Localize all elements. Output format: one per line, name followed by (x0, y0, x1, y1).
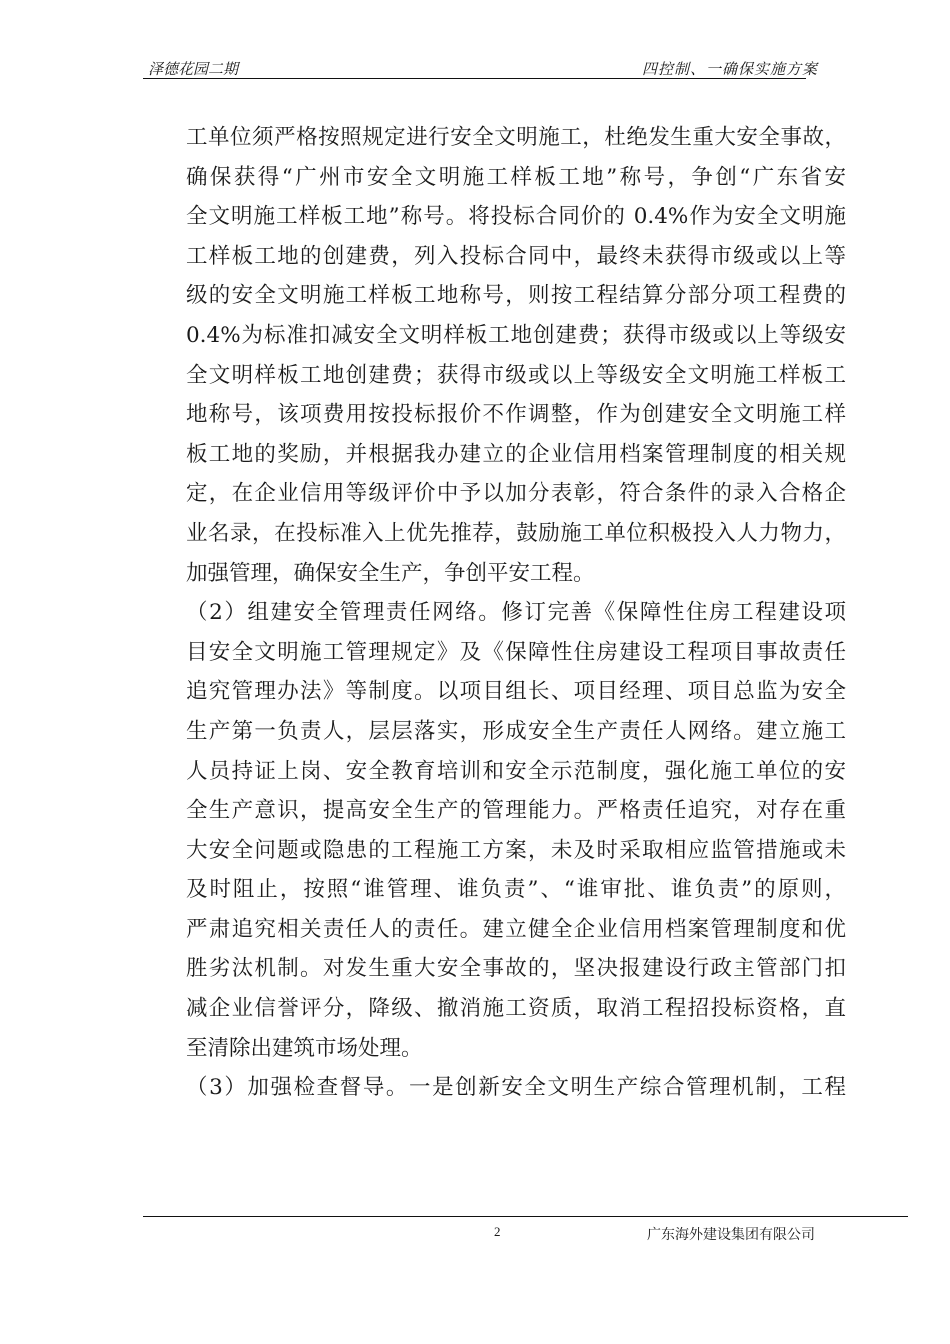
header-project-name: 泽德花园二期 (148, 60, 239, 78)
body-line: 全文明样板工地创建费；获得市级或以上等级安全文明施工样板工 (186, 362, 846, 388)
footer-company-name: 广东海外建设集团有限公司 (647, 1227, 815, 1243)
body-line: 业名录，在投标准入上优先推荐，鼓励施工单位积极投入人力物力， (186, 520, 846, 546)
body-line: 胜劣汰机制。对发生重大安全事故的，坚决报建设行政主管部门扣 (186, 956, 846, 982)
body-line: （2）组建安全管理责任网络。修订完善《保障性住房工程建设项 (186, 600, 846, 626)
footer-divider (143, 1216, 908, 1217)
body-line: （3）加强检查督导。一是创新安全文明生产综合管理机制，工程 (186, 1075, 846, 1101)
body-text (186, 118, 846, 1108)
body-line: 地称号，该项费用按投标报价不作调整，作为创建安全文明施工样 (186, 402, 846, 428)
page-number: 2 (494, 1224, 501, 1239)
body-line: 严肃追究相关责任人的责任。建立健全企业信用档案管理制度和优 (186, 916, 846, 942)
body-line: 人员持证上岗、安全教育培训和安全示范制度，强化施工单位的安 (186, 758, 846, 784)
body-line: 全生产意识，提高安全生产的管理能力。严格责任追究，对存在重 (186, 798, 846, 824)
body-line: 减企业信誉评分，降级、撤消施工资质，取消工程招投标资格，直 (186, 996, 846, 1022)
body-line: 0.4%为标准扣减安全文明样板工地创建费；获得市级或以上等级安 (186, 322, 846, 348)
body-line: 大安全问题或隐患的工程施工方案，未及时采取相应监管措施或未 (186, 837, 846, 863)
body-line: 确保获得“广州市安全文明施工样板工地”称号，争创“广东省安 (186, 164, 846, 190)
body-line: 全文明施工样板工地”称号。将投标合同价的 0.4%作为安全文明施 (186, 204, 846, 230)
body-line: 生产第一负责人，层层落实，形成安全生产责任人网络。建立施工 (186, 718, 846, 744)
body-line: 及时阻止，按照“谁管理、谁负责”、“谁审批、谁负责”的原则， (186, 877, 846, 903)
body-line: 加强管理，确保安全生产，争创平安工程。 (186, 560, 595, 586)
body-line: 目安全文明施工管理规定》及《保障性住房建设工程项目事故责任 (186, 639, 846, 665)
header-document-title: 四控制、一确保实施方案 (642, 60, 819, 78)
body-line: 至清除出建筑市场处理。 (186, 1035, 423, 1061)
body-line: 定，在企业信用等级评价中予以加分表彰，符合条件的录入合格企 (186, 481, 846, 507)
body-line: 追究管理办法》等制度。以项目组长、项目经理、项目总监为安全 (186, 679, 846, 705)
body-line: 工样板工地的创建费，列入投标合同中，最终未获得市级或以上等 (186, 243, 846, 269)
body-line: 级的安全文明施工样板工地称号，则按工程结算分部分项工程费的 (186, 283, 846, 309)
header-divider (143, 78, 806, 79)
body-line: 工单位须严格按照规定进行安全文明施工，杜绝发生重大安全事故， (186, 125, 846, 150)
body-line: 板工地的奖励，并根据我办建立的企业信用档案管理制度的相关规 (186, 441, 846, 467)
